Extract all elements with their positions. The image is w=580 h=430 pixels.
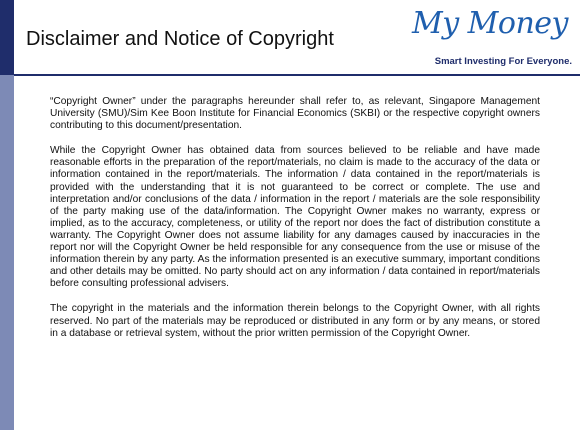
header-divider — [14, 74, 580, 76]
logo-tagline: Smart Investing For Everyone. — [434, 56, 572, 67]
disclaimer-paragraph: While the Copyright Owner has obtained data from sources believed to be reliable and have made reasonable efforts in the preparation of the report/materials, no claim is made to the accuracy of the data or information contained in the report/materials. The information / data contained in the report/materials is provided with the understanding that it is not guaranteed to be correct or complete. The use and interpretation and/or conclusions of the data / information in the report / materials are the sole responsibility of the party making use of the data/information. The Copyright Owner makes no warranty, express or implied, as to the accuracy, completeness, or utility of the report nor does the fact of distribution constitute a warranty. The Copyright Owner does not assume liability for any damages caused by inaccuracies in the report nor will the Copyright Owner be held responsible for any consequence from the use or misuse of the information therein by any party. As the information presented is an executive summary, important conditions and other details may be omitted. No party should act on any information / data contained in report/materials before consulting professional advisers. — [50, 145, 540, 290]
copyright-owner-definition: “Copyright Owner” under the paragraphs hereunder shall refer to, as relevant, Singapore Management University (SMU)/Sim Kee Boon Institute for Financial Economics (SKBI) or the respective copyright owners contributing to this document/presentation. — [50, 96, 540, 132]
copyright-notice-paragraph: The copyright in the materials and the information therein belongs to the Copyright Owner, with all rights reserved. No part of the materials may be reproduced or distributed in any form or by any means, or stored in a database or retrieval system, without the prior written permission of the Copyright Owner. — [50, 303, 540, 339]
logo-wordmark: My Money — [411, 6, 568, 41]
slide-title: Disclaimer and Notice of Copyright — [26, 28, 334, 50]
my-money-logo — [411, 6, 572, 74]
left-accent-bar-top — [0, 0, 14, 75]
left-accent-bar-bottom — [0, 75, 14, 430]
disclaimer-body — [50, 96, 540, 353]
